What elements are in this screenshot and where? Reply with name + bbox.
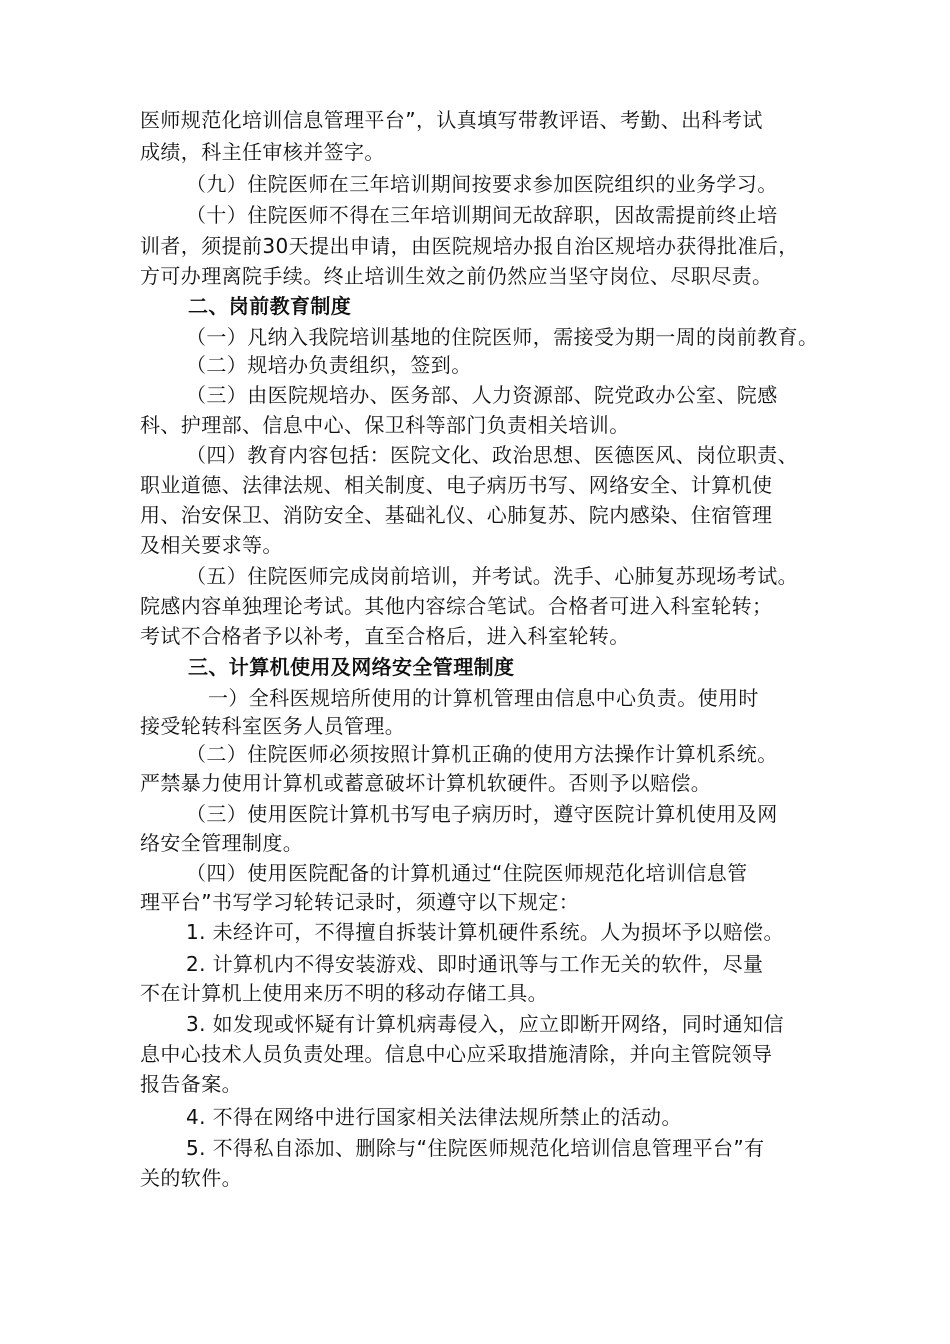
text-line: 院感内容单独理论考试。其他内容综合笔试。合格者可进入科室轮转；: [140, 594, 773, 618]
text-line: 接受轮转科室医务人员管理。: [140, 714, 406, 738]
text-line: （四）使用医院配备的计算机通过“住院医师规范化培训信息管: [186, 861, 748, 885]
numbered-item: 1. 未经许可，不得擅自拆装计算机硬件系统。人为损坏予以赔偿。: [186, 920, 784, 944]
text-line: （九）住院医师在三年培训期间按要求参加医院组织的业务学习。: [186, 172, 778, 196]
text-line: 成绩，科主任审核并签字。: [140, 140, 385, 164]
text-line: （十）住院医师不得在三年培训期间无故辞职，因故需提前终止培: [186, 203, 778, 227]
text-line: 考试不合格者予以补考，直至合格后，进入科室轮转。: [140, 624, 630, 648]
text-line: （四）教育内容包括：医院文化、政治思想、医德医风、岗位职责、: [186, 443, 798, 467]
text-line: （三）使用医院计算机书写电子病历时，遵守医院计算机使用及网: [186, 802, 778, 826]
text-line: 训者，须提前30天提出申请，由医院规培办报自治区规培办获得批准后，: [140, 234, 799, 258]
text-line: （二）住院医师必须按照计算机正确的使用方法操作计算机系统。: [186, 742, 778, 766]
text-line: （一）凡纳入我院培训基地的住院医师，需接受为期一周的岗前教育。: [186, 325, 819, 349]
text-line: 络安全管理制度。: [140, 831, 304, 855]
text-line: 严禁暴力使用计算机或蓄意破坏计算机软硬件。否则予以赔偿。: [140, 771, 712, 795]
text-line: 一）全科医规培所使用的计算机管理由信息中心负责。使用时: [208, 686, 759, 710]
numbered-item: 5. 不得私自添加、删除与“住院医师规范化培训信息管理平台”有: [186, 1136, 765, 1160]
section-heading: 二、岗前教育制度: [188, 294, 352, 318]
text-line: 方可办理离院手续。终止培训生效之前仍然应当坚守岗位、尽职尽责。: [140, 264, 773, 288]
section-heading: 三、计算机使用及网络安全管理制度: [188, 655, 515, 679]
text-line: （三）由医院规培办、医务部、人力资源部、院党政办公室、院感: [186, 383, 778, 407]
text-line: 理平台”书写学习轮转记录时，须遵守以下规定：: [140, 890, 580, 914]
text-line: 及相关要求等。: [140, 533, 283, 557]
text-line: 关的软件。: [140, 1166, 242, 1190]
numbered-item: 3. 如发现或怀疑有计算机病毒侵入，应立即断开网络，同时通知信: [186, 1012, 784, 1036]
text-line: 息中心技术人员负责处理。信息中心应采取措施清除，并向主管院领导: [140, 1042, 773, 1066]
text-line: 科、护理部、信息中心、保卫科等部门负责相关培训。: [140, 413, 630, 437]
text-line: （五）住院医师完成岗前培训，并考试。洗手、心肺复苏现场考试。: [186, 564, 798, 588]
text-line: 用、治安保卫、消防安全、基础礼仪、心肺复苏、院内感染、住宿管理: [140, 503, 773, 527]
text-line: （二）规培办负责组织，签到。: [186, 353, 472, 377]
text-line: 医师规范化培训信息管理平台”，认真填写带教评语、考勤、出科考试: [140, 108, 763, 132]
text-line: 不在计算机上使用来历不明的移动存储工具。: [140, 981, 548, 1005]
numbered-item: 2. 计算机内不得安装游戏、即时通讯等与工作无关的软件，尽量: [186, 952, 764, 976]
text-line: 职业道德、法律法规、相关制度、电子病历书写、网络安全、计算机使: [140, 473, 773, 497]
text-line: 报告备案。: [140, 1072, 242, 1096]
numbered-item: 4. 不得在网络中进行国家相关法律法规所禁止的活动。: [186, 1105, 682, 1129]
